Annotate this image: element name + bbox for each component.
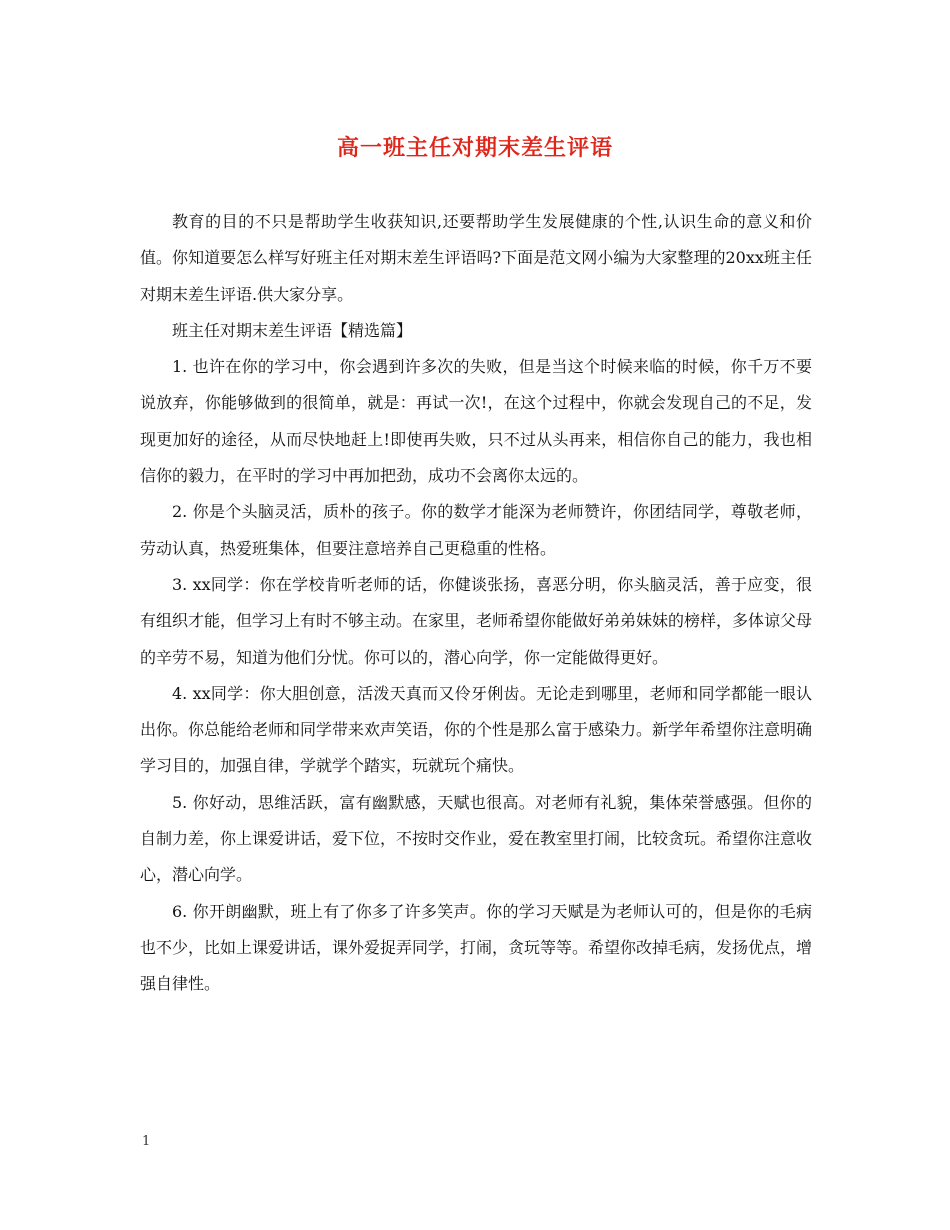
comment-item-3: 3. xx同学：你在学校肯听老师的话，你健谈张扬，喜恶分明，你头脑灵活，善于应变，很有组织才能，但学习上有时不够主动。在家里，老师希望你能做好弟弟妹妹的榜样，多体谅父母的辛劳不易，知道为他们分忧。你可以的，潜心向学，你一定能做得更好。 [140, 574, 813, 667]
comment-item-6: 6. 你开朗幽默，班上有了你多了许多笑声。你的学习天赋是为老师认可的，但是你的毛病也不少，比如上课爱讲话，课外爱捉弄同学，打闹，贪玩等等。希望你改掉毛病，发扬优点，增强自律性。 [140, 901, 813, 994]
intro-paragraph: 教育的目的不只是帮助学生收获知识,还要帮助学生发展健康的个性,认识生命的意义和价值。你知道要怎么样写好班主任对期末差生评语吗?下面是范文网小编为大家整理的20xx班主任对期末差生评语.供大家分享。 [140, 212, 812, 304]
page-number: 1 [142, 1134, 151, 1149]
document-body [140, 204, 812, 1003]
comment-item-2: 2. 你是个头脑灵活，质朴的孩子。你的数学才能深为老师赞许，你团结同学，尊敬老师，劳动认真，热爱班集体，但要注意培养自己更稳重的性格。 [140, 502, 812, 558]
comment-item-5: 5. 你好动，思维活跃，富有幽默感，天赋也很高。对老师有礼貌，集体荣誉感强。但你的自制力差，你上课爱讲话，爱下位，不按时交作业，爱在教室里打闹，比较贪玩。希望你注意收心，潜心向学。 [140, 792, 813, 885]
section-heading: 班主任对期末差生评语【精选篇】 [172, 320, 413, 340]
comment-item-1: 1. 也许在你的学习中，你会遇到许多次的失败，但是当这个时候来临的时候，你千万不要说放弃，你能够做到的很简单，就是：再试一次!，在这个过程中，你就会发现自己的不足，发现更加好的途径，从而尽快地赶上!即使再失败，只不过从头再来，相信你自己的能力，我也相信你的毅力，在平时的学习中再加把劲，成功不会离你太远的。 [140, 357, 812, 486]
comment-item-4: 4. xx同学：你大胆创意，活泼天真而又伶牙俐齿。无论走到哪里，老师和同学都能一眼认出你。你总能给老师和同学带来欢声笑语，你的个性是那么富于感染力。新学年希望你注意明确学习目的，加强自律，学就学个踏实，玩就玩个痛快。 [140, 683, 813, 776]
document-title: 高一班主任对期末差生评语 [336, 135, 613, 161]
